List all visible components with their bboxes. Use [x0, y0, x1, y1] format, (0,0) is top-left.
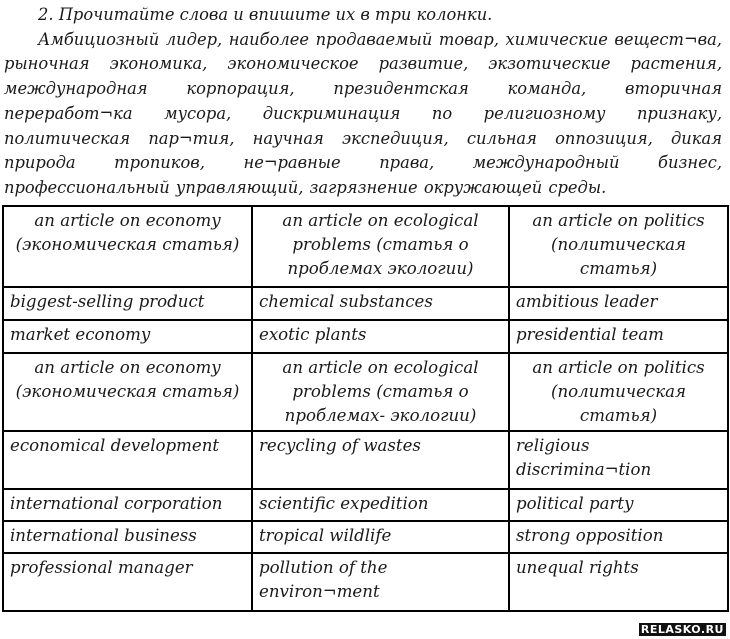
- table-cell: presidential team: [509, 320, 728, 353]
- table-cell: recycling of wastes: [252, 431, 509, 489]
- site-watermark: RELASKO.RU: [640, 623, 724, 636]
- header-economy: an article on economy (экономическая статья): [3, 353, 252, 431]
- table-row: [3, 521, 728, 553]
- header-politics: an article on politics (политическая статья): [509, 206, 728, 287]
- table-cell: scientific expedition: [252, 489, 509, 521]
- task-title: 2. Прочитайте слова и впишите их в три колонки.: [38, 5, 493, 24]
- table-cell: chemical substances: [252, 287, 509, 320]
- header-politics: an article on politics (политическая статья): [509, 353, 728, 431]
- table-cell: economical development: [3, 431, 252, 489]
- table-cell: unequal rights: [509, 553, 728, 611]
- task-text: Амбициозный лидер, наиболее продаваемый товар, химические вещест¬ва, рыночная экономика, экономическое развитие, экзотические растения, международная корпорация, президентская команда, вторичная переработ¬ка мусора, дискриминация по религиозному признаку, политическая пар¬тия, научная экспедиция, сильная оппозиция, дикая природа тропиков, не¬равные права, международный бизнес, профессиональный управляющий, загрязнение окружающей среды.: [4, 29, 722, 197]
- words-table: [2, 205, 729, 612]
- table-row: [3, 431, 728, 489]
- table-cell: professional manager: [3, 553, 252, 611]
- table-cell: tropical wildlife: [252, 521, 509, 553]
- table-cell: religious discrimina¬tion: [509, 431, 728, 489]
- table-header-row: [3, 206, 728, 287]
- header-ecology: an article on ecological problems (статья о проблемах экологии): [252, 206, 509, 287]
- table-cell: international business: [3, 521, 252, 553]
- table-cell: ambitious leader: [509, 287, 728, 320]
- table-row: [3, 553, 728, 611]
- task-block: [0, 0, 726, 201]
- table-cell: pollution of the environ¬ment: [252, 553, 509, 611]
- header-ecology: an article on ecological problems (статья о проблемах- экологии): [252, 353, 509, 431]
- table-row: [3, 287, 728, 320]
- table-cell: biggest-selling product: [3, 287, 252, 320]
- table-cell: political party: [509, 489, 728, 521]
- table-header-row: [3, 353, 728, 431]
- table-cell: market economy: [3, 320, 252, 353]
- table-cell: exotic plants: [252, 320, 509, 353]
- table-cell: international corporation: [3, 489, 252, 521]
- table-row: [3, 489, 728, 521]
- table-row: [3, 320, 728, 353]
- header-economy: an article on economy (экономическая статья): [3, 206, 252, 287]
- table-cell: strong opposition: [509, 521, 728, 553]
